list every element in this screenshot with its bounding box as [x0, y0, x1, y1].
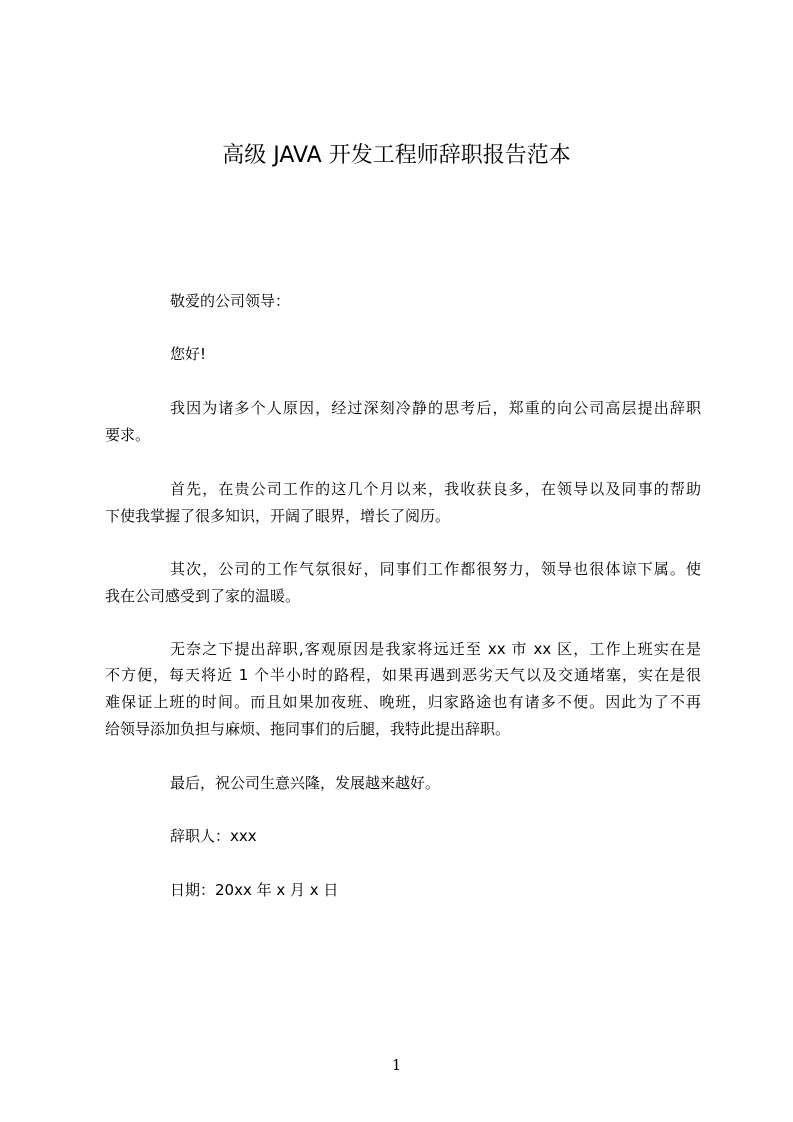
- closing-wishes: 最后，祝公司生意兴隆，发展越来越好。: [170, 774, 441, 792]
- page-number: 1: [391, 1056, 402, 1074]
- paragraph-4-line-2: 不方便，每天将近 1 个半小时的路程，如果再遇到恶劣天气以及交通堵塞，实在是很: [105, 666, 701, 684]
- salutation: 敬爱的公司领导：: [170, 292, 291, 310]
- date: 日期：20xx 年 x 月 x 日: [170, 881, 339, 899]
- paragraph-2-line-1: 首先，在贵公司工作的这几个月以来，我收获良多，在领导以及同事的帮助: [170, 480, 701, 498]
- paragraph-2-line-2: 下使我掌握了很多知识，开阔了眼界，增长了阅历。: [105, 507, 451, 525]
- paragraph-4-line-1: 无奈之下提出辞职,客观原因是我家将远迁至 xx 市 xx 区，工作上班实在是: [170, 640, 701, 658]
- signature: 辞职人：xxx: [170, 827, 257, 845]
- document-title: 高级 JAVA 开发工程师辞职报告范本: [222, 143, 571, 168]
- paragraph-1-line-1: 我因为诸多个人原因，经过深刻冷静的思考后，郑重的向公司高层提出辞职: [170, 399, 701, 417]
- greeting: 您好!: [170, 345, 207, 363]
- paragraph-1-line-2: 要求。: [105, 426, 151, 444]
- paragraph-3-line-2: 我在公司感受到了家的温暖。: [105, 587, 301, 605]
- paragraph-4-line-4: 给领导添加负担与麻烦、拖同事们的后腿，我特此提出辞职。: [105, 720, 511, 738]
- paragraph-4-line-3: 难保证上班的时间。而且如果加夜班、晚班，归家路途也有诸多不便。因此为了不再: [105, 693, 701, 711]
- paragraph-3-line-1: 其次，公司的工作气氛很好，同事们工作都很努力，领导也很体谅下属。使: [170, 560, 701, 578]
